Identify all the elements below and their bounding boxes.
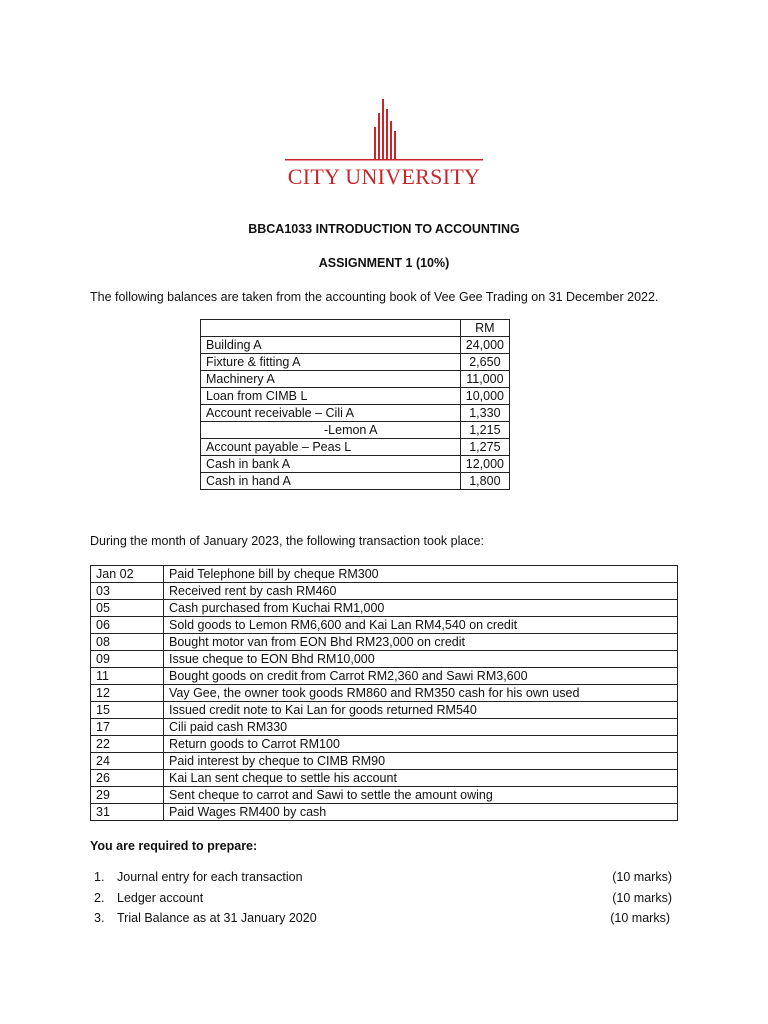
- table-row: [91, 566, 678, 583]
- row-value: 24,000: [460, 337, 509, 354]
- transaction-date: 17: [91, 719, 164, 736]
- transaction-date: 05: [91, 600, 164, 617]
- transaction-desc: Paid interest by cheque to CIMB RM90: [164, 753, 678, 770]
- transaction-date: 06: [91, 617, 164, 634]
- row-label: Machinery A: [201, 371, 461, 388]
- table-row: [201, 439, 510, 456]
- row-value: 1,275: [460, 439, 509, 456]
- table-row: [91, 702, 678, 719]
- table-row: [91, 804, 678, 821]
- table-row: [91, 617, 678, 634]
- course-title: BBCA1033 INTRODUCTION TO ACCOUNTING: [248, 222, 520, 236]
- transaction-date: 09: [91, 651, 164, 668]
- transaction-date: 15: [91, 702, 164, 719]
- transaction-desc: Paid Wages RM400 by cash: [164, 804, 678, 821]
- requirement-marks: (10 marks): [610, 911, 670, 925]
- row-value: 1,330: [460, 405, 509, 422]
- transaction-date: 26: [91, 770, 164, 787]
- requirements-title: You are required to prepare:: [90, 839, 258, 853]
- logo-wordmark: CITY UNIVERSITY: [287, 164, 481, 189]
- table-header-row: [201, 320, 510, 337]
- table-row: [91, 685, 678, 702]
- table-row: [91, 770, 678, 787]
- intro-text: The following balances are taken from the accounting book of Vee Gee Trading on 31 December 2022.: [90, 290, 659, 304]
- transaction-desc: Issue cheque to EON Bhd RM10,000: [164, 651, 678, 668]
- row-value: 12,000: [460, 456, 509, 473]
- transaction-date: 22: [91, 736, 164, 753]
- table-row: [91, 719, 678, 736]
- transaction-desc: Bought goods on credit from Carrot RM2,360 and Sawi RM3,600: [164, 668, 678, 685]
- row-label: Cash in bank A: [201, 456, 461, 473]
- transactions-table: [90, 565, 678, 821]
- table-row: [201, 456, 510, 473]
- transaction-desc: Issued credit note to Kai Lan for goods returned RM540: [164, 702, 678, 719]
- transaction-desc: Return goods to Carrot RM100: [164, 736, 678, 753]
- table-row: [91, 600, 678, 617]
- row-value: 1,800: [460, 473, 509, 490]
- transaction-date: 11: [91, 668, 164, 685]
- row-label: Fixture & fitting A: [201, 354, 461, 371]
- row-label: Loan from CIMB L: [201, 388, 461, 405]
- requirement-text: Journal entry for each transaction: [117, 870, 303, 884]
- table-row: [91, 736, 678, 753]
- header-cell: [201, 320, 461, 337]
- row-value: 10,000: [460, 388, 509, 405]
- table-row: [91, 753, 678, 770]
- transaction-date: 03: [91, 583, 164, 600]
- transaction-date: Jan 02: [91, 566, 164, 583]
- row-label: Account receivable – Cili A: [201, 405, 461, 422]
- table-row: [91, 634, 678, 651]
- university-logo: [283, 99, 485, 191]
- row-value: 2,650: [460, 354, 509, 371]
- requirement-number: 1.: [94, 870, 105, 884]
- row-label: -Lemon A: [201, 422, 461, 439]
- transaction-desc: Cash purchased from Kuchai RM1,000: [164, 600, 678, 617]
- table-row: [91, 787, 678, 804]
- table-row: [201, 422, 510, 439]
- table-row: [201, 354, 510, 371]
- requirement-marks: (10 marks): [612, 891, 672, 905]
- balances-table: [200, 319, 510, 490]
- row-label: Cash in hand A: [201, 473, 461, 490]
- transaction-date: 29: [91, 787, 164, 804]
- assignment-title: ASSIGNMENT 1 (10%): [318, 256, 450, 270]
- table-row: [201, 388, 510, 405]
- transaction-desc: Sold goods to Lemon RM6,600 and Kai Lan RM4,540 on credit: [164, 617, 678, 634]
- transactions-intro: During the month of January 2023, the following transaction took place:: [90, 534, 484, 548]
- table-row: [91, 651, 678, 668]
- transaction-date: 08: [91, 634, 164, 651]
- table-row: [91, 668, 678, 685]
- transaction-desc: Bought motor van from EON Bhd RM23,000 on credit: [164, 634, 678, 651]
- requirement-marks: (10 marks): [612, 870, 672, 884]
- requirement-number: 3.: [94, 911, 105, 925]
- transaction-desc: Paid Telephone bill by cheque RM300: [164, 566, 678, 583]
- transaction-desc: Received rent by cash RM460: [164, 583, 678, 600]
- requirement-number: 2.: [94, 891, 105, 905]
- row-value: 11,000: [460, 371, 509, 388]
- transaction-date: 24: [91, 753, 164, 770]
- transaction-date: 31: [91, 804, 164, 821]
- table-row: [201, 473, 510, 490]
- table-row: [201, 371, 510, 388]
- tower-logo-icon: [283, 99, 485, 163]
- transaction-date: 12: [91, 685, 164, 702]
- table-row: [91, 583, 678, 600]
- requirement-text: Trial Balance as at 31 January 2020: [117, 911, 317, 925]
- transaction-desc: Kai Lan sent cheque to settle his account: [164, 770, 678, 787]
- transaction-desc: Cili paid cash RM330: [164, 719, 678, 736]
- requirement-text: Ledger account: [117, 891, 204, 905]
- row-label: Building A: [201, 337, 461, 354]
- table-row: [201, 405, 510, 422]
- transaction-desc: Vay Gee, the owner took goods RM860 and RM350 cash for his own used: [164, 685, 678, 702]
- table-row: [201, 337, 510, 354]
- row-label: Account payable – Peas L: [201, 439, 461, 456]
- row-value: 1,215: [460, 422, 509, 439]
- transaction-desc: Sent cheque to carrot and Sawi to settle the amount owing: [164, 787, 678, 804]
- header-cell-rm: RM: [460, 320, 509, 337]
